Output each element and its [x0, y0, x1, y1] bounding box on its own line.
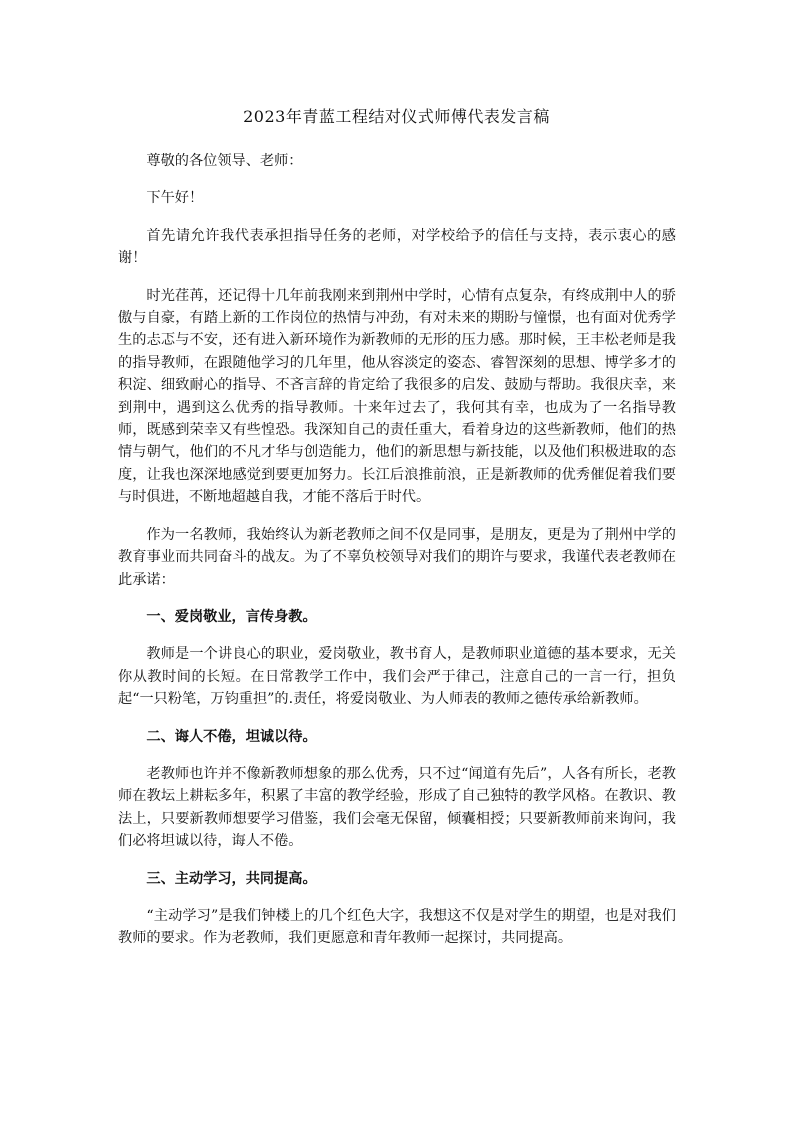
section-text-2: 老教师也许并不像新教师想象的那么优秀，只不过“闻道有先后”，人各有所长，老教师在教坛上耕耘多年，积累了丰富的教学经验，形成了自己独特的教学风格。在教识、教法上，只要新教师想要学习借鉴，我们会毫无保留，倾囊相授；只要新教师前来询问，我们必将坦诚以待，诲人不倦。: [118, 765, 676, 850]
paragraph-commitment: 作为一名教师，我始终认为新老教师之间不仅是同事，是朋友，更是为了荆州中学的教育事业而共同奋斗的战友。为了不辜负校领导对我们的期许与要求，我谨代表老教师在此承诺：: [118, 526, 676, 588]
paragraph-thanks: 首先请允许我代表承担指导任务的老师，对学校给予的信任与支持，表示衷心的感谢！: [118, 227, 676, 267]
section-heading-3: 三、主动学习，共同提高。: [146, 870, 317, 887]
paragraph-memories: 时光荏苒，还记得十几年前我刚来到荆州中学时，心情有点复杂，有终成荆中人的骄傲与自豪，有踏上新的工作岗位的热情与冲劲，有对未来的期盼与憧憬，也有面对优秀学生的忐忑与不安，还有进入新环境作为新教师的无形的压力感。那时候，王丰松老师是我的指导教师，在跟随他学习的几年里，他从容淡定的姿态、睿智深刻的思想、博学多才的积淀、细致耐心的指导、不吝言辞的肯定给了我很多的启发、鼓励与帮助。我很庆幸，来到荆中，遇到这么优秀的指导教师。十来年过去了，我何其有幸，也成为了一名指导教师，既感到荣幸又有些惶恐。我深知自己的责任重大，看着身边的这些新教师，他们的热情与朝气，他们的不凡才华与创造能力，他们的新思想与新技能，以及他们积极进取的态度，让我也深深地感觉到要更加努力。长江后浪推前浪，正是新教师的优秀催促着我们要与时俱进，不断地超越自我，才能不落后于时代。: [118, 287, 676, 506]
section-heading-1: 一、爱岗敬业，言传身教。: [146, 608, 317, 625]
greeting: 下午好！: [146, 190, 204, 207]
document-title: 2023年青蓝工程结对仪式师傅代表发言稿: [243, 107, 550, 126]
document-body: [118, 150, 676, 965]
salutation: 尊敬的各位领导、老师：: [146, 153, 303, 169]
section-text-3: “主动学习”是我们钟楼上的几个红色大字，我想这不仅是对学生的期望，也是对我们教师的要求。作为老教师，我们更愿意和青年教师一起探讨，共同提高。: [118, 907, 676, 947]
section-text-1: 教师是一个讲良心的职业，爱岗敬业，教书育人，是教师职业道德的基本要求，无关你从教时间的长短。在日常教学工作中，我们会严于律己，注意自己的一言一行，担负起“一只粉笔，万钧重担”的.责任，将爱岗敬业、为人师表的教师之德传承给新教师。: [118, 646, 676, 708]
section-heading-2: 二、诲人不倦，坦诚以待。: [146, 728, 317, 745]
